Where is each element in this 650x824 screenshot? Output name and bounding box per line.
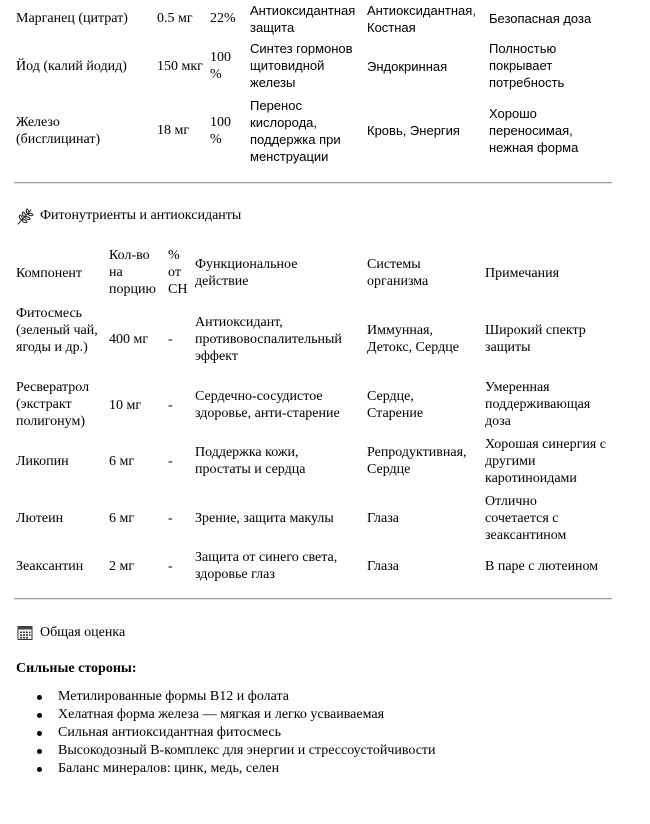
component-cell: Ресвератрол (экстракт полигонум)	[16, 380, 90, 429]
function-cell: Поддержка кожи, простаты и сердца	[195, 445, 306, 477]
list-item: Высокодозный B-комплекс для энергии и стрессоустойчивости	[58, 743, 436, 758]
function-cell: Зрение, защита макулы	[195, 511, 334, 526]
dv-cell: -	[168, 559, 173, 574]
function-cell: Защита от синего света, здоровье глаз	[195, 550, 338, 582]
component-cell: Железо (бисглицинат)	[16, 115, 101, 147]
dv-cell: 100 %	[210, 115, 231, 147]
section-title: Общая оценка	[40, 625, 126, 640]
strengths-list	[14, 688, 436, 778]
systems-cell: Сердце, Старение	[367, 389, 424, 421]
systems-cell: Репродуктивная, Сердце	[367, 445, 467, 477]
notes-cell: Широкий спектр защиты	[485, 323, 586, 355]
phyto-section-heading	[16, 207, 241, 225]
header-function: Функциональное действие	[195, 257, 298, 289]
dv-cell: -	[168, 332, 173, 347]
amount-cell: 400 мг	[109, 332, 149, 347]
notes-cell: В паре с лютеином	[485, 559, 599, 574]
list-item: Баланс минералов: цинк, медь, селен	[58, 760, 436, 778]
section-title: Фитонутриенты и антиоксиданты	[40, 208, 242, 223]
component-cell: Зеаксантин	[16, 559, 84, 574]
component-cell: Ликопин	[16, 454, 69, 469]
component-cell: Лютеин	[16, 511, 64, 526]
amount-cell: 6 мг	[109, 511, 135, 526]
function-cell: Антиоксидант, противовоспалительный эффект	[195, 315, 342, 364]
header-amount: Кол-во на порцию	[109, 248, 156, 297]
dv-cell: -	[168, 398, 173, 413]
notes-cell: Хорошо переносимая, нежная форма	[489, 106, 579, 155]
systems-cell: Антиоксидантная, Костная	[367, 3, 476, 35]
systems-cell: Глаза	[367, 511, 399, 526]
function-cell: Сердечно-сосудистое здоровье, анти-старение	[195, 389, 340, 421]
strengths-heading: Сильные стороны:	[16, 661, 137, 676]
notes-cell: Безопасная доза	[489, 11, 592, 26]
section-divider	[14, 598, 612, 600]
systems-cell: Иммунная, Детокс, Сердце	[367, 323, 459, 355]
summary-section-heading	[16, 624, 125, 642]
dv-cell: 22%	[210, 11, 236, 26]
component-cell: Марганец (цитрат)	[16, 11, 128, 26]
function-cell: Синтез гормонов щитовидной железы	[250, 41, 353, 90]
systems-cell: Глаза	[367, 559, 399, 574]
component-cell: Фитосмесь (зеленый чай, ягоды и др.)	[16, 306, 98, 355]
header-component: Компонент	[16, 266, 83, 281]
dv-cell: 100 %	[210, 50, 231, 82]
header-notes: Примечания	[485, 266, 560, 281]
amount-cell: 18 мг	[157, 123, 190, 138]
amount-cell: 6 мг	[109, 454, 135, 469]
notes-cell: Полностью покрывает потребность	[489, 41, 565, 90]
notes-cell: Хорошая синергия с другими каротиноидами	[485, 437, 606, 486]
amount-cell: 150 мкг	[157, 59, 203, 74]
section-divider	[14, 182, 612, 184]
systems-cell: Эндокринная	[367, 59, 448, 74]
systems-cell: Кровь, Энергия	[367, 123, 460, 138]
calendar-icon	[16, 624, 34, 642]
amount-cell: 2 мг	[109, 559, 135, 574]
function-cell: Антиоксидантная защита	[250, 3, 356, 35]
wheat-icon	[16, 207, 34, 225]
dv-cell: -	[168, 511, 173, 526]
notes-cell: Отлично сочетается с зеаксантином	[485, 494, 567, 543]
list-item: Метилированные формы B12 и фолата	[58, 688, 436, 706]
component-cell: Йод (калий йодид)	[16, 59, 127, 74]
list-item: Хелатная форма железа — мягкая и легко усваиваемая	[58, 706, 436, 724]
header-systems: Системы организма	[367, 257, 429, 289]
header-dv: % от СН	[168, 248, 188, 297]
dv-cell: -	[168, 454, 173, 469]
function-cell: Перенос кислорода, поддержка при менструации	[250, 98, 341, 164]
amount-cell: 10 мг	[109, 398, 142, 413]
list-item: Сильная антиоксидантная фитосмесь	[58, 724, 436, 742]
notes-cell: Умеренная поддерживающая доза	[485, 380, 591, 429]
amount-cell: 0.5 мг	[157, 11, 193, 26]
